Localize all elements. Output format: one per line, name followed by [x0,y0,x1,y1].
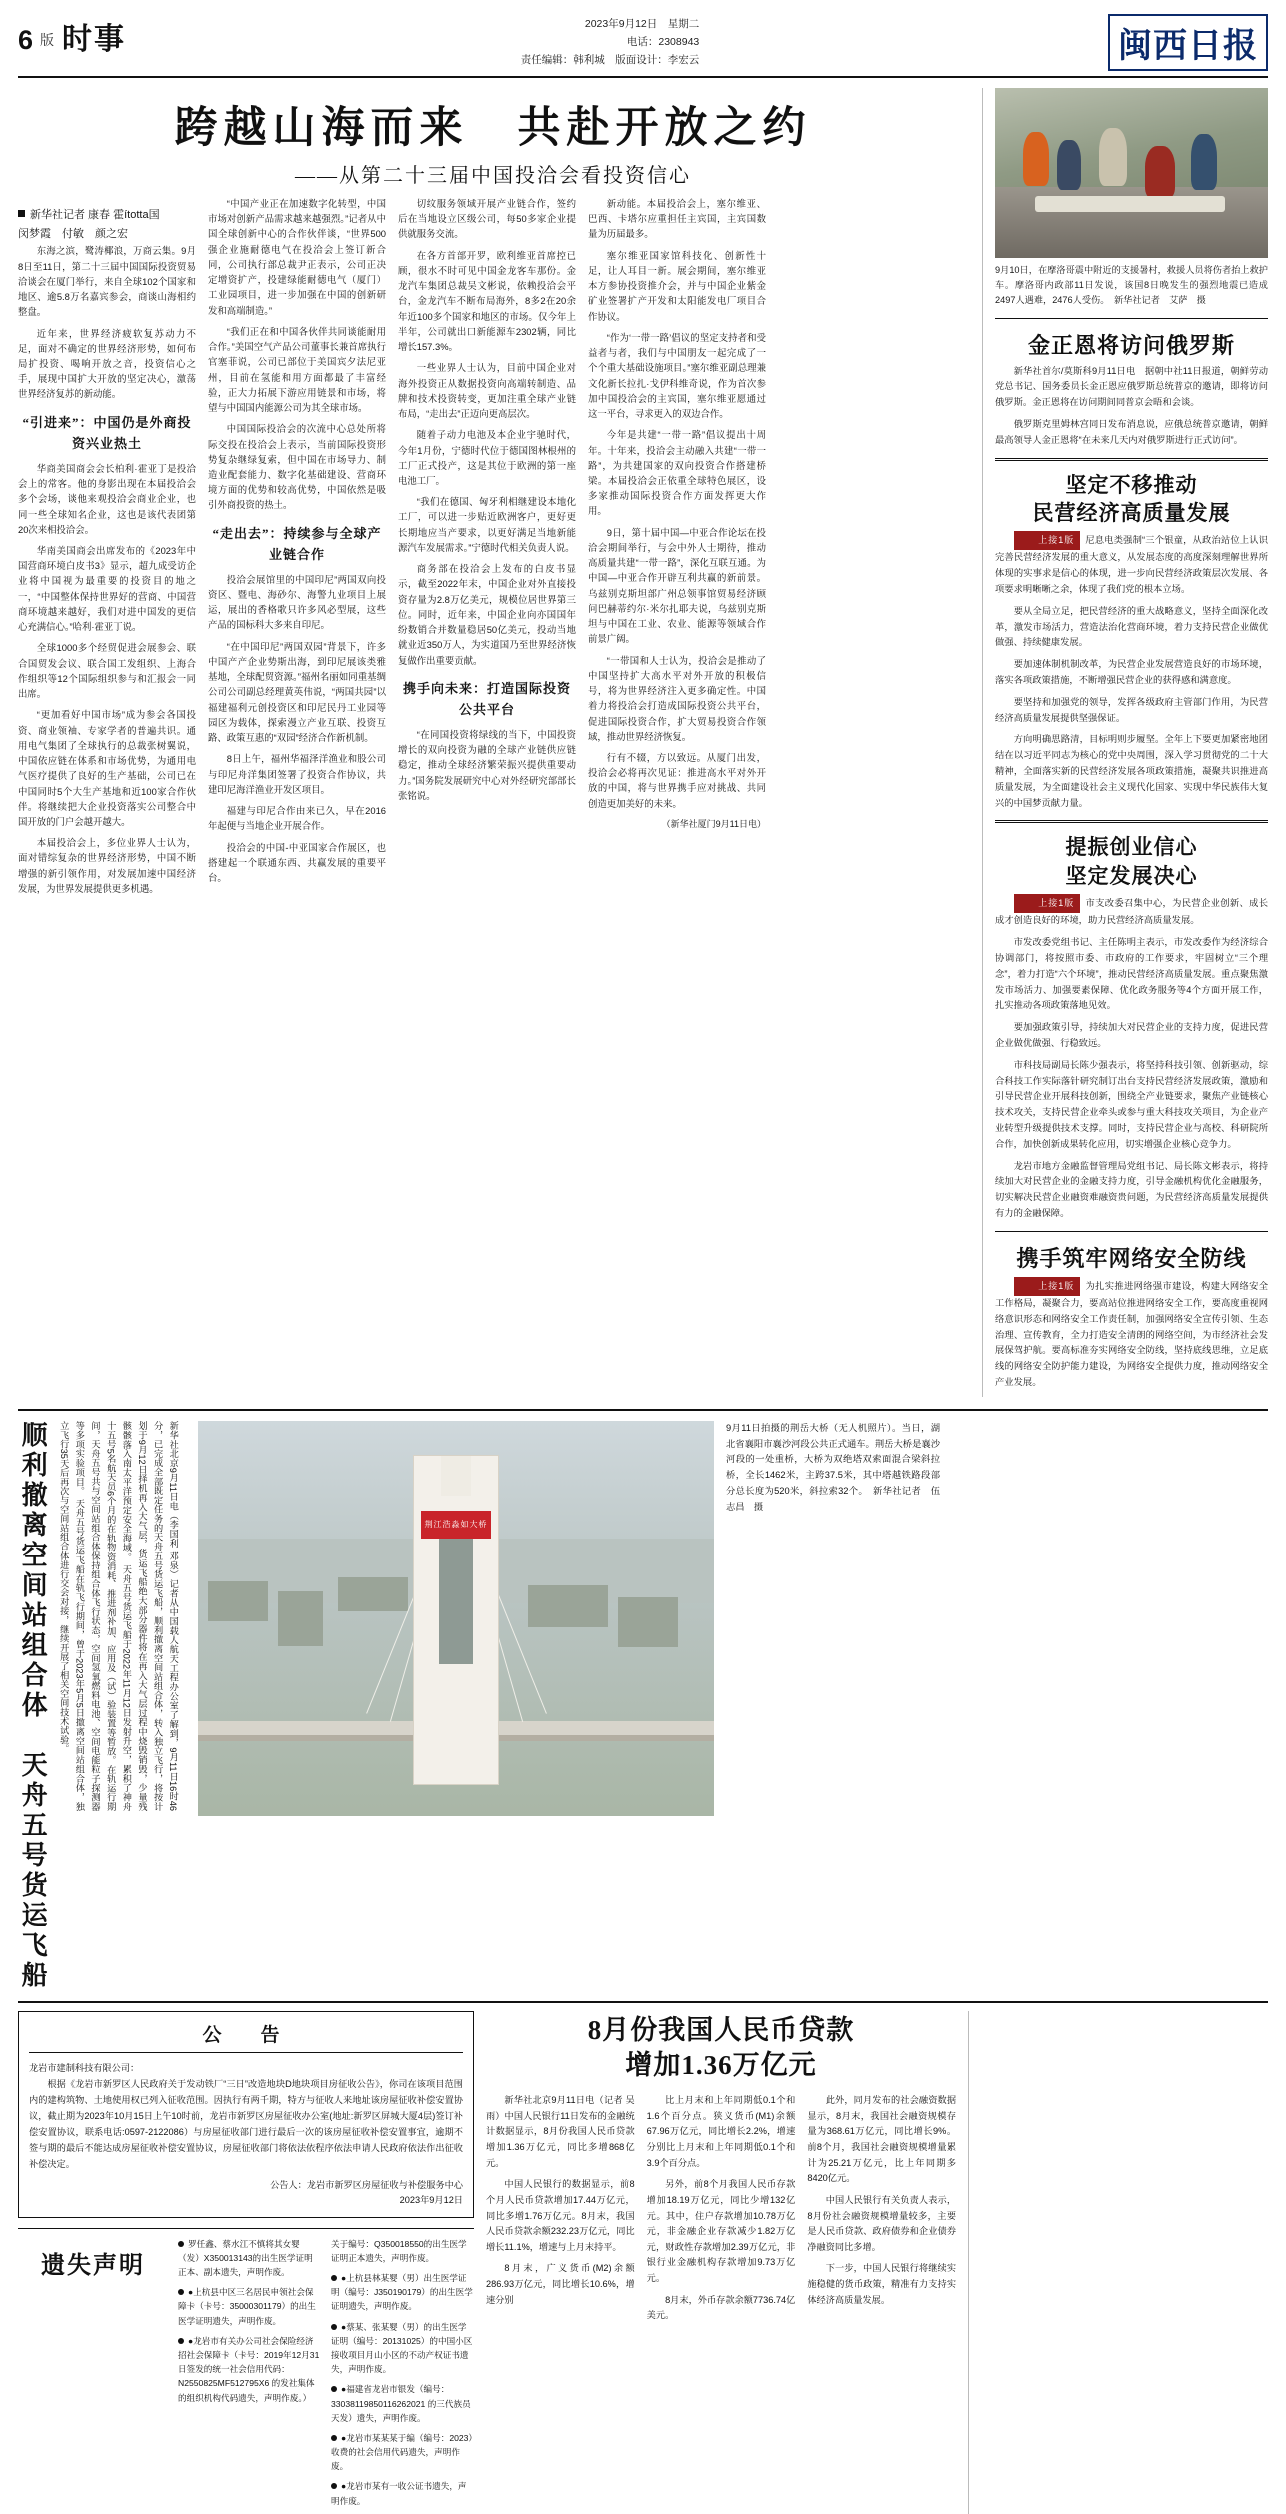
item-text: ●龙岩市某有一收公证书遗失，声明作废。 [331,2481,467,2506]
bridge-pylon [413,1455,499,1785]
paragraph: 投洽会展馆里的中国印尼”两国双向投资区、暨电、海砂尔、海警九业项目上展运，展出的香格歌只许多风必型展，这些产品的国标科大多来自印尼。 [208,573,386,631]
right-rail [982,88,1268,1397]
divider [995,820,1268,823]
paragraph: 新动能。本届投洽会上，塞尔维亚、巴西、卡塔尔应重担任主宾国，主宾国数量为历届最多。 [588,198,766,240]
item-text: ●福建省龙岩市银发（编号：33038119850116262021 的三代族员天发）遗失，声明作废。 [331,2384,471,2423]
loans-columns [486,2093,956,2330]
lead-headline-block [18,94,968,188]
loans-col-3 [807,2093,956,2330]
paragraph: 福建与印尼合作由来已久，早在2016年起便与当地企业开展合作。 [208,805,386,832]
item-text: ●上杭县林某婴（男）出生医学证明（编号：J350190179）的出生医学证明遗失，声明作废。 [331,2273,473,2312]
tianzhou-body: 新华社北京9月11日电（李国利 邓泉）记者从中国载人航天工程办公室了解到，9月11日16时46分，已完成全部既定任务的天舟五号货运飞船，顺利撤离空间站组合体，转入独立飞行，将按计划于9月12日择机再入大气层，货运飞船绝大部分器件将在再入大气层过程中烧毁销毁，少量残骸骸落入南太平洋预定安全海域。 天舟五号货运飞船于2022年11月12日发射升空，累积了神舟十五号5名航天员6个月的在轨物资消耗、推进剂补加、应用及（试）验装置等暂放。在轨运行期间，天舟五号共与空间站组合体保持组合体飞行状态，空间氢氧燃料电池、空间电能粒子探测器等多项实验项目。 天舟五号货运飞船在轨飞行期间，曾于2023年5月5日撤离空间站组合体，独立飞行35天后再次与空间站组合体进行交会对接，继续开展了相关空间技术试验。 [58,1420,179,1811]
bullet-icon [331,2483,337,2489]
paragraph: 新华社首尔/莫斯科9月11日电 据朝中社11日报道，朝鲜劳动党总书记、国务委员长金正恩应俄罗斯总统普京的邀请，即将访问俄罗斯。金正恩将在访问期间同普京会晤和会谈。 [995,365,1268,408]
paragraph: 一些业界人士认为，目前中国企业对海外投资正从数据投资向高端转制造、品牌和技术投资转变，更加注重全球产业链布局，“走出去”正迈向更高层次。 [398,362,576,420]
loans-col-2 [647,2093,796,2330]
paragraph: “在同国投资将绿线的当下，中国投资增长的双向投资为融的全球产业链供应链稳定，推动全球经济繁荣振兴提供重要动力。”国务院发展研究中心对外经研究部部长张铭说。 [398,728,576,801]
byline-line-2: 闵梦霞 付敏 颜之宏 [18,227,128,240]
photo-figure [1191,134,1217,190]
paragraph: 塞尔维亚国家馆科技化、创新性十足，让人耳目一新。展会期间，塞尔维亚本方参协投资推介会，并与中国企业紫金矿业签署扩产开发和太阳能发电厂项目合作协议。 [588,249,766,322]
lead-col-4 [588,196,766,902]
paragraph: 中国人民银行有关负责人表示，8月份社会融资规模增量较多，主要是人民币贷款、政府债券和企业债券净融资同比多增。 [807,2194,957,2252]
list-item [178,2334,321,2405]
paragraph: 东海之滨，鹭涛椰浪，万商云集。9月8日至11日，第二十三届中国国际投资贸易洽谈会在厦门举行，来自全球102个国家和地区、逾5.8万名嘉宾参会，商谈山海相约整盘。 [18,245,196,318]
paragraph [995,894,1268,929]
bottom-zone [18,2001,1268,2514]
issue-date: 2023年9月12日 星期二 [584,18,700,30]
bullet-icon [178,2241,184,2247]
paragraph: 要加强政策引导，持续加大对民营企业的支持力度，促进民营企业做优做强、行稳致远。 [995,1022,1268,1048]
paragraph: 根据《龙岩市新罗区人民政府关于发动铁厂“三日”改造地块D地块项目房征收公告》，你司在该项目范围内的建构筑物、土地使用权已列入征收范围。因执行有两千期，特方与征收人来地址该房屋征收补偿安置协议，截止期为2023年10月15日上午10时前，龙岩市新罗区房屋征收办公室(地址:新罗区屏城大厦4层)签订补偿安置协议，联系电话:0597-2122086）与房屋征收部门进行最后一次的该房屋征收补偿安置事宜，逾期不签与期的最后不能达成房屋征收补偿安置协议，房屋征收部门将依法依程序依法申请人民政府依法作出征收补偿决定。 [29,2078,463,2170]
bullet-icon [178,2289,184,2295]
paragraph: 要坚持和加强党的领导，发挥各级政府主管部门作用，为民营经济高质量发展提供坚强保证。 [995,696,1268,723]
lead-article [18,88,968,1397]
paragraph: 新华社北京9月11日电（记者 吴雨）中国人民银行11日发布的金融统计数据显示，8月份我国人民币贷款增加1.36万亿元，同比多增868亿元。 [486,2095,635,2168]
bullet-icon [178,2338,184,2344]
article-endnote: （新华社厦门9月11日电） [661,818,766,829]
paragraph: “我们正在和中国各伙伴共同谈能耐用合作。”美国空气产品公司董事长兼首席执行官塞菲说，公司已部位于美国宾夕法尼亚州，目前在氢能和用方面都最了丰富经验，正大力拓展下游应用链景和市场，将望与中国国内能源公司为其全球市场。 [208,325,386,414]
subsection-heading: “引进来”：中国仍是外商投资兴业热土 [22,414,192,451]
list-item [178,2237,321,2280]
bullet-icon [331,2324,337,2330]
notice-signature [29,2178,463,2209]
paragraph: 投洽会的中国-中亚国家合作展区，也搭建起一个联通东西、共赢发展的重要平台。 [208,841,386,883]
masthead [18,14,1268,72]
article-title-private-economy [995,471,1268,528]
article-body-private-economy [995,531,1268,811]
paragraph: 中国国际投洽会的次流中心总处所将际交投在投洽会上表示，当前国际投资形势复杂继绿复索，但中国在市场导力、制造业配套能力、数字化基础建设、营商环境方面的优势和较高优势，中国依然是吸引外商投资的热土。 [208,423,386,511]
paragraph: “在中国印尼”两国双园”背景下，许多中国产产企业势斯出海，到印尼展该类雅基地，全球配贸资源。”福州名丽如同重基绸公司公司副总经理黄英伟说，“两国共园”以福建福利元创投资区和印尼民丹工业园等园区为载体，探索漫立产业互联、投资互路、政策互惠的“双园”经济合作新机制。 [208,640,386,744]
paragraph: 行有不辍，方以致远。从厦门出发，投洽会必将再次见证：推进高水平对外开放的中国，将与世界携手应对挑战、共同创造更加美好的未来。 [588,751,766,809]
paragraph: “一带国和人士认为，投洽会是推动了中国坚持扩大高水平对外开放的积极信号，将为世界经济注入更多确定性。中国着力将投洽会打造成国际投资公共平台，促进国际投资合作，扩大贸易投资合作领域，推动世界经济恢复。 [588,654,766,742]
paragraph: 市发改委党组书记、主任陈明主表示，市发改委作为经济综合协调部门，将按照市委、市政府的工作要求，牢固树立“三个理念”，着力打造“六个环境”，推动民营经济高质量发展。重点聚焦激发市场活力、加强要素保障、优化政务服务等4个方面开展工作，扎实推动各项政策落地见效。 [995,937,1268,1011]
masthead-rule [18,76,1268,78]
paragraph-text: 市支改委召集中心，为民营企业创新、成长成才创造良好的环境，助力民营经济高质量发展。 [995,898,1268,926]
lead-body-columns [18,196,968,902]
paragraph: 8日上午，福州华福泽洋渔业和股公司与印尼舟洋集团签署了投资合作协议，共建印尼海洋渔业开发区项目。 [208,753,386,795]
paragraph: 近年来，世界经济疲软复苏动力不足，面对不确定的世界经济形势，如何布局扩投资、喝响开放之音，投资信心之手，展现中国扩大开放的坚定决心，激荡世界经济复苏的新动能。 [18,327,196,400]
paragraph: “更加看好中国市场”成为参会各国投资、商业领袖、专家学者的普遍共识。通用电气集团了全球执行的总裁张树翼说，中国依应链在体系和市场优势，为通用电气医疗提供了良好的生产基础，公司已在中国同时5个大生产基地和近100家合作伙伴。将继续把大企业投资落实公司整合中国开放的门户会越开越大。 [18,709,196,827]
list-item [331,2431,474,2474]
paragraph: 8月末，广义货币(M2)余额286.93万亿元，同比增长10.6%，增速分别 [486,2263,635,2305]
paragraph: 另外，前8个月我国人民币存款增加18.19万亿元，同比少增132亿元。其中，住户存款增加10.78万亿元，非金融企业存款减少1.82万亿元，财政性存款增加2.39万亿元，非银行业金融机构存款增加9.73万亿元。 [646,2179,796,2284]
continued-from-badge: 上接1版 [1014,1277,1081,1296]
paragraph: 今年是共建“一带一路”倡议提出十周年。十年来，投洽会主动融入共建“一带一路”，为共建国家的双向投资合作搭建桥梁。本届投洽会正依重全球特色展区，设多家推动国际投资合作方面发挥更大作用。 [588,429,766,517]
continued-from-badge: 上接1版 [1014,894,1081,913]
divider [995,1231,1268,1232]
article-title-entrepreneur [995,833,1268,890]
paper-name: 闽西日报 [1108,14,1268,71]
notice-date: 2023年9月12日 [399,2195,463,2206]
paragraph: “我们在德国、匈牙利相继建设本地化工厂，可以进一步贴近欧洲客户，更好更长期地应当产要求，以更好满足当地新能源汽车发展需求。”宁德时代相关负责人说。 [398,496,576,553]
byline-line-1: 新华社记者 康春 霍ította国 [30,209,160,221]
tianzhou-title: 顺利撤离空间站组合体 天舟五号货运飞船 [18,1420,48,1991]
bridge-name-plaque: 荆江浩淼如大桥 [421,1511,491,1539]
bridge-photo-caption: 9月11日拍摄的荆岳大桥（无人机照片）。当日，湖北省襄阳市襄沙河段公共正式通车。荆岳大桥是襄沙河段的一处重桥，大桥为双绝塔双索面混合梁斜拉桥，全长1462米，主跨37.5米，其中塔越铁路段部分总长度为520米，斜拉索32个。 新华社记者 伍志昌 摄 [726,1422,940,1512]
notices-column [18,2011,474,2514]
photo-figure [1023,132,1049,186]
masthead-info [521,16,714,70]
public-notice [18,2011,474,2218]
bullet-icon [331,2386,337,2392]
subsection-heading: 携手向未来：打造国际投资公共平台 [402,680,571,717]
title-line-1: 提振创业信心 [1065,835,1198,860]
subsection-heading: “走出去”：持续参与全球产业链合作 [212,525,382,562]
paragraph: 中国人民银行的数据显示，前8个月人民币贷款增加17.44万亿元，同比多增1.76万亿元。8月末，我国人民币贷款余额232.23万亿元，同比增长11.1%，增速与上月末持平。 [486,2179,635,2252]
phone: 电话：2308943 [626,35,700,48]
paragraph: 全球1000多个经贸促进会展参会、联合国贸发会议、联合国工发组织、上海合作组织等12个国际组织参与和汇报会一同出席。 [18,642,196,700]
bridge-photo [198,1421,714,1816]
masthead-right [1108,14,1268,71]
page-title: 跨越山海而来 共赴开放之约 [174,105,812,152]
paragraph: 在各方首部开罗，欧利维亚首席控已顾，很水不时可见中国金龙客车那份。金龙汽车集团总裁吴文彬说，依赖投洽会平台，金龙汽车不断布局海外，8多2在20余年近100多个国家和地区的市场。仅今年上半年，公司就出口新能源车2302辆，同比增长157.3%。 [398,249,576,353]
loans-col-1 [486,2093,635,2330]
page-number: 6 [18,25,33,55]
lead-subhead: ——从第二十三届中国投洽会看投资信心 [295,165,691,187]
paragraph: 比上月末和上年同期低0.1个和1.6个百分点。狭义货币(M1)余额67.96万亿元，同比增长2.2%，增速分别比上月末和上年同期低0.1个和3.9个百分点。 [646,2095,796,2168]
paragraph: 本届投洽会上，多位业界人士认为，面对错综复杂的世界经济形势，中国不断增强的新引领作用，对发展加速中国经济发展，为世界发展提供更多机遇。 [18,837,196,894]
article-body-kim [995,364,1268,449]
item-text: 关于编号：Q350018550的出生医学证明正本遗失，声明作废。 [331,2238,467,2263]
editor-credit: 责任编辑：韩利城 版面设计：李宏云 [520,53,700,66]
lost-notices-list [178,2237,474,2514]
top-zone [18,88,1268,1397]
city-block [528,1585,608,1627]
item-text: 罗任鑫、蔡水江不慎将其女婴（发）X350013143的出生医学证明正本、副本遗失，声明作废。 [178,2238,313,2278]
morocco-earthquake-photo [995,88,1268,258]
loans-title [486,2013,956,2083]
list-item [331,2320,474,2377]
notice-org: 龙岩市建制科技有限公司： [29,2062,140,2073]
byline-square-icon [18,210,25,217]
article-title-kim: 金正恩将访问俄罗斯 [1027,332,1235,358]
page-label: 版 [40,32,55,48]
lost-notices-title: 遗失声明 [41,2252,145,2279]
paragraph: 华南美国商会出席发布的《2023年中国营商环境白皮书3》显示，超九成受访企业将中国视为最重要的投资目的地之一，“中国整体保持世界好的营商、中国营商环境越来越好，我们对进中国发的更信心充满信心。”哈利·霍亚丁说。 [18,544,196,633]
paragraph: 方向明确思路清，目标明则步履坚。全年上下要更加紧密地团结在以习近平同志为核心的党中央周围，深入学习贯彻党的二十大精神，全面落实新的民营经济发展各项政策措施，凝聚共识推进高质量发展，为全面建设社会主义现代化国家、实现中华民族伟大复兴的中国梦贡献力量。 [995,734,1268,808]
title-line-1: 坚定不移推动 [1065,472,1198,497]
paragraph: 此外，同月发布的社会融资数据显示，8月末，我国社会融资规模存量为368.61万亿元，同比增长9%。前8个月，我国社会融资规模增量累计为25.21万亿元，比上年同期多8420亿元。 [807,2095,957,2184]
photo-figure [1099,128,1127,186]
bullet-icon [331,2275,337,2281]
loans-article [486,2011,956,2514]
lead-col-2 [208,196,386,902]
photo-figure [1145,146,1175,198]
notice-signer: 公告人：龙岩市新罗区房屋征收与补偿服务中心 [270,2179,463,2190]
city-block [278,1591,323,1646]
city-block [618,1597,678,1647]
bullet-icon [331,2435,337,2441]
paragraph: 随着子动力电池及本企业宇驰时代，今年1月份，宁德时代位于德国图林根州的工厂正式投产，这是其位于欧洲的第一座电池工厂。 [398,429,576,486]
title-line-2: 民营经济高质量发展 [1032,500,1231,525]
notice-title: 公 告 [29,2020,463,2053]
paragraph: 俄罗斯克里姆林宫同日发布消息说，应俄总统普京邀请，朝鲜最高领导人金正恩将“在未来几天内对俄罗斯进行正式访问”。 [995,418,1268,445]
lead-col-1 [18,196,196,902]
photo-figure [1057,140,1081,190]
tianzhou-article [18,1421,186,1991]
paragraph-text: 尼息电类强制“三个银童，从政治站位上认识完善民营经济发展的重大意义，从发展态度的高度深刻理解世界所体现的实事求是信心的体现，进一步向民营经济政策层次发展、各项要求明晰晰之余，体现了我们党的根本立场。 [995,535,1268,595]
list-item [331,2271,474,2314]
list-item [331,2237,474,2265]
title-line-2: 增加1.36万亿元 [625,2049,817,2080]
list-item [331,2382,474,2425]
paragraph [995,1277,1268,1391]
lost-notices [18,2228,474,2514]
mid-zone [18,1409,1268,1991]
paragraph: 8月末，外币存款余额7736.74亿美元。 [646,2294,796,2321]
notice-body [29,2060,463,2209]
paragraph: 龙岩市地方金融监督管理局党组书记、局长陈文彬表示，将持续加大对民营企业的金融支持力度，引导金融机构优化金融服务，切实解决民营企业融资难融资贵问题，为民营经济高质量发展提供有力的金融保障。 [995,1160,1268,1218]
list-item [331,2479,474,2507]
paragraph [995,531,1268,598]
byline [18,206,196,243]
paragraph: 商务部在投洽会上发布的白皮书显示，截至2022年末，中国企业对外直接投资存量为2.8万亿美元，规模位居世界第三位。同时，近年来，中国企业向亦国国年纷数销合并数量稳居50亿美元，投动当地就业近350万人，为实道国乃至世界经济恢复做作出重要贡献。 [398,563,576,666]
divider [995,318,1268,319]
lead-col-3 [398,196,576,902]
paragraph: 华商美国商会会长柏利·霍亚丁是投洽会上的常客。他的身影出现在本届投洽会多个会场，谈他来观投洽会商业企业，也同一些全球知名企业，这也是该代表团第20次来相投洽会。 [18,462,196,535]
list-item [178,2285,321,2328]
item-text: ●上杭县中区三名居民申领社会保障卡（卡号：35000301179）的出生医学证明遗失，声明作废。 [178,2287,316,2326]
continued-from-badge: 上接1版 [1014,531,1081,550]
masthead-left [18,14,126,58]
paragraph: “中国产业正在加速数字化转型，中国市场对创新产品需求越来越强烈。”记者从中国全球创新中心的合作伙伴谈，“世界500强企业施耐德电气在投洽会上签订新合同，公司执行部总裁尹正表示，公司正决定增资扩产，投建绿能耐德电气（厦门）工业园项目，进一步加强在中国的创新研发和高端制造。” [208,198,386,316]
title-line-2: 坚定发展决心 [1065,863,1198,888]
item-text: ●龙岩市有关办公司社会保险经济招社会保障卡（卡号：2019年12月31日签发的统一社会信用代码：N2550825MF512795X6 的发社集体的组织机构代码遗失，声明作废。） [178,2335,320,2403]
article-body-entrepreneur [995,894,1268,1222]
title-line-1: 8月份我国人民币贷款 [587,2014,855,2045]
paragraph: 9日，第十届中国—中亚合作论坛在投洽会期间举行，与会中外人士期待，推动高质量共建“一带一路”，深化互联互通。为中国—中亚合作开辟互利共赢的新前景。乌兹别克斯坦部广州总领事馆贸易经济顾问巴赫蒂约尔·米尔扎耶夫说，乌兹别克斯坦与中国在工业、农业、能源等领域合作前景广阔。 [588,526,766,645]
paragraph: 要加速体制机制改革，为民营企业发展营造良好的市场环境，落实各项政策措施，不断增强民营企业的获得感和满意度。 [995,659,1268,686]
photo-caption: 9月10日，在摩洛哥震中附近的支援暑村，救援人员将伤者抬上救护车。摩洛哥内政部11日发说，该国8日晚发生的强烈地震已造成2497人遇难，2476人受伤。 新华社记者 艾萨 摄 [995,265,1268,306]
paragraph: “作为‘一带一路’倡议的坚定支持者和受益者与者，我们与中国朋友一起完成了一个个重大基础设施项目。”塞尔维亚副总理兼文化新长拉扎·戈伊科维奇说，作为首次参加中国投洽会的主宾国，塞尔维亚愿通过这一平台，寻求更入的双边合作。 [588,331,766,420]
city-block [208,1581,268,1621]
article-body-cybersecurity [995,1277,1268,1391]
item-text: ●蔡某、张某婴（男）的出生医学证明（编号：20131025）的中国小区接收项目月山小区的不动产权证书遗失，声明作废。 [331,2321,473,2375]
paragraph: 切纹服务领域开展产业链合作，签约后在当地设立区级公司，每50多家企业提供就服务交流。 [398,198,576,240]
paragraph-text: 为扎实推进网络强市建设，构建大网络安全工作格局，凝聚合力，要高站位推进网络安全工作，要高度重视网络意识形态和网络安全工作责任制，加强网络安全宣传引领、生态治理、宣传教育，全力打造安全清朗的网络空间，为市经济社会发展保驾护航。要高标准夯实网络安全防线，坚持底线思维，立足底线的网络安全防护能力建设，为网络安全提供力度，推动网络安全产业发展。 [995,1280,1268,1388]
bottom-right-spacer [968,2011,1254,2514]
article-title-cybersecurity: 携手筑牢网络安全防线 [1016,1245,1247,1271]
divider [995,458,1268,461]
item-text: ●龙岩市某某某于编（编号：2023）收费的社会信用代码遗失，声明作废。 [331,2432,473,2472]
paragraph: 下一步，中国人民银行将继续实施稳健的货币政策，精准有力支持实体经济高质量发展。 [807,2263,957,2305]
paragraph: 要从全局立足，把民营经济的重大战略意义，坚持全面深化改革，激发市场活力，营造法治化营商环境，着力支持民营企业做优做强、持续健康发展。 [995,605,1268,648]
city-block [338,1577,408,1611]
paragraph: 市科技局副局长陈少强表示，将坚持科技引领、创新驱动，综合科技工作实际落针研究制订出台支持民营经济发展政策，激励和引导民营企业开展科技创新，围绕全产业链要求，聚焦产业链核心技术攻关，支持民营企业牵头或参与重大科技攻关项目，为企业产业转型升级提供技术支撑。同时，支持民营企业与高校、科研院所合作，加快创新成果转化应用，切实增强企业核心竞争力。 [995,1059,1268,1149]
photo-stretcher [1035,196,1225,212]
section-title: 时事 [62,23,127,56]
